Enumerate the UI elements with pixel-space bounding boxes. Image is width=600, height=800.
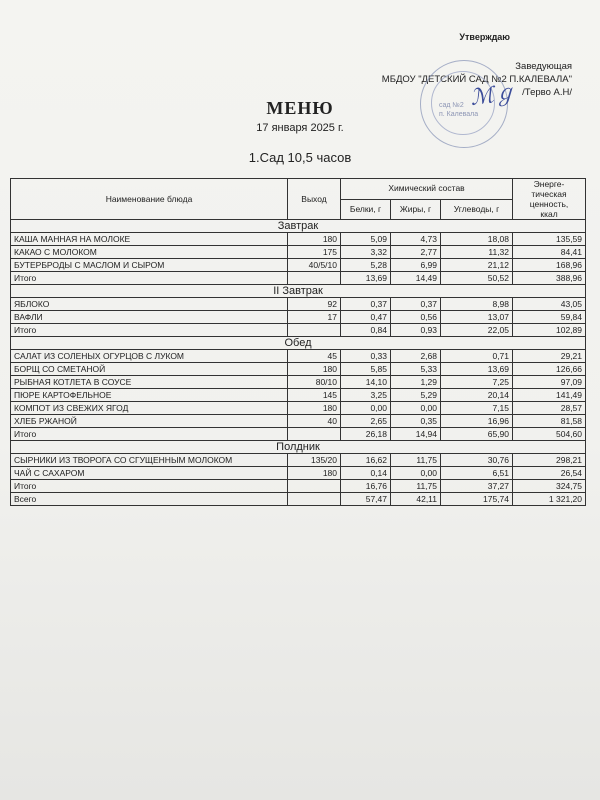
total-protein: 26,18 <box>341 428 391 441</box>
dish-carbs: 6,51 <box>441 467 513 480</box>
section-header-row <box>11 285 586 298</box>
dish-fat: 1,29 <box>391 376 441 389</box>
total-carbs: 22,05 <box>441 324 513 337</box>
section-title: Полдник <box>11 441 586 454</box>
dish-output: 40 <box>288 415 341 428</box>
dish-name: ЧАЙ С САХАРОМ <box>11 467 288 480</box>
dish-output: 180 <box>288 363 341 376</box>
total-label: Итого <box>11 272 288 285</box>
table-row <box>11 246 586 259</box>
table-row <box>11 233 586 246</box>
menu-body <box>11 220 586 506</box>
total-energy: 388,96 <box>513 272 586 285</box>
table-row <box>11 298 586 311</box>
table-row <box>11 467 586 480</box>
col-header-chem: Химический состав <box>341 179 513 200</box>
grand-total-protein: 57,47 <box>341 493 391 506</box>
dish-protein: 0,47 <box>341 311 391 324</box>
signature: ℳℊ <box>468 79 518 112</box>
dish-carbs: 16,96 <box>441 415 513 428</box>
dish-energy: 97,09 <box>513 376 586 389</box>
dish-output: 180 <box>288 233 341 246</box>
dish-carbs: 13,07 <box>441 311 513 324</box>
dish-output: 17 <box>288 311 341 324</box>
dish-name: ВАФЛИ <box>11 311 288 324</box>
dish-protein: 3,25 <box>341 389 391 402</box>
table-row <box>11 363 586 376</box>
dish-output: 80/10 <box>288 376 341 389</box>
table-row <box>11 402 586 415</box>
dish-carbs: 20,14 <box>441 389 513 402</box>
dish-name: БУТЕРБРОДЫ С МАСЛОМ И СЫРОМ <box>11 259 288 272</box>
dish-fat: 2,68 <box>391 350 441 363</box>
dish-energy: 135,59 <box>513 233 586 246</box>
dish-protein: 0,37 <box>341 298 391 311</box>
dish-output: 40/5/10 <box>288 259 341 272</box>
col-header-energy: Энерге- тическая ценность, ккал <box>513 179 586 220</box>
table-row <box>11 415 586 428</box>
grand-total-output-empty <box>288 493 341 506</box>
total-label: Итого <box>11 428 288 441</box>
approve-label: Утверждаю <box>459 32 510 42</box>
grand-total-carbs: 175,74 <box>441 493 513 506</box>
table-row <box>11 376 586 389</box>
total-output-empty <box>288 324 341 337</box>
table-row <box>11 311 586 324</box>
dish-protein: 5,28 <box>341 259 391 272</box>
total-output-empty <box>288 272 341 285</box>
dish-energy: 168,96 <box>513 259 586 272</box>
dish-protein: 5,85 <box>341 363 391 376</box>
dish-fat: 4,73 <box>391 233 441 246</box>
dish-energy: 126,66 <box>513 363 586 376</box>
section-title: II Завтрак <box>11 285 586 298</box>
director-org: МБДОУ "ДЕТСКИЙ САД №2 П.КАЛЕВАЛА" <box>381 74 572 85</box>
dish-carbs: 30,76 <box>441 454 513 467</box>
col-header-carbs: Углеводы, г <box>441 199 513 220</box>
dish-carbs: 7,25 <box>441 376 513 389</box>
director-title: Заведующая <box>515 61 572 72</box>
dish-name: КАША МАННАЯ НА МОЛОКЕ <box>11 233 288 246</box>
total-fat: 14,94 <box>391 428 441 441</box>
total-protein: 13,69 <box>341 272 391 285</box>
dish-output: 145 <box>288 389 341 402</box>
dish-name: САЛАТ ИЗ СОЛЕНЫХ ОГУРЦОВ С ЛУКОМ <box>11 350 288 363</box>
total-output-empty <box>288 480 341 493</box>
dish-protein: 2,65 <box>341 415 391 428</box>
group-label: 1.Сад 10,5 часов <box>248 150 352 165</box>
dish-carbs: 0,71 <box>441 350 513 363</box>
section-header-row <box>11 441 586 454</box>
dish-carbs: 18,08 <box>441 233 513 246</box>
section-title: Завтрак <box>11 220 586 233</box>
dish-protein: 16,62 <box>341 454 391 467</box>
total-carbs: 50,52 <box>441 272 513 285</box>
dish-energy: 298,21 <box>513 454 586 467</box>
dish-carbs: 8,98 <box>441 298 513 311</box>
total-fat: 14,49 <box>391 272 441 285</box>
col-header-fat: Жиры, г <box>391 199 441 220</box>
dish-output: 180 <box>288 402 341 415</box>
dish-output: 180 <box>288 467 341 480</box>
dish-output: 175 <box>288 246 341 259</box>
menu-date: 17 января 2025 г. <box>256 122 344 134</box>
dish-protein: 0,14 <box>341 467 391 480</box>
total-output-empty <box>288 428 341 441</box>
page-title: МЕНЮ <box>266 98 334 118</box>
dish-protein: 5,09 <box>341 233 391 246</box>
dish-name: КОМПОТ ИЗ СВЕЖИХ ЯГОД <box>11 402 288 415</box>
dish-name: РЫБНАЯ КОТЛЕТА В СОУСЕ <box>11 376 288 389</box>
director-name: /Терво А.Н/ <box>522 87 572 98</box>
table-row <box>11 350 586 363</box>
dish-name: СЫРНИКИ ИЗ ТВОРОГА СО СГУЩЕННЫМ МОЛОКОМ <box>11 454 288 467</box>
dish-fat: 0,37 <box>391 298 441 311</box>
dish-name: БОРЩ СО СМЕТАНОЙ <box>11 363 288 376</box>
dish-carbs: 21,12 <box>441 259 513 272</box>
dish-fat: 0,00 <box>391 467 441 480</box>
col-header-name: Наименование блюда <box>11 179 288 220</box>
dish-protein: 14,10 <box>341 376 391 389</box>
total-row <box>11 480 586 493</box>
table-row <box>11 259 586 272</box>
total-energy: 102,89 <box>513 324 586 337</box>
table-row <box>11 389 586 402</box>
grand-total-fat: 42,11 <box>391 493 441 506</box>
dish-fat: 11,75 <box>391 454 441 467</box>
dish-energy: 28,57 <box>513 402 586 415</box>
dish-fat: 0,00 <box>391 402 441 415</box>
section-header-row <box>11 337 586 350</box>
total-carbs: 37,27 <box>441 480 513 493</box>
dish-energy: 84,41 <box>513 246 586 259</box>
dish-name: ХЛЕБ РЖАНОЙ <box>11 415 288 428</box>
total-carbs: 65,90 <box>441 428 513 441</box>
dish-protein: 3,32 <box>341 246 391 259</box>
dish-fat: 5,29 <box>391 389 441 402</box>
grand-total-row <box>11 493 586 506</box>
dish-name: ЯБЛОКО <box>11 298 288 311</box>
total-row <box>11 272 586 285</box>
table-row <box>11 454 586 467</box>
total-energy: 504,60 <box>513 428 586 441</box>
dish-carbs: 11,32 <box>441 246 513 259</box>
menu-table <box>10 178 586 506</box>
col-header-protein: Белки, г <box>341 199 391 220</box>
total-energy: 324,75 <box>513 480 586 493</box>
dish-energy: 141,49 <box>513 389 586 402</box>
dish-output: 45 <box>288 350 341 363</box>
total-row <box>11 428 586 441</box>
total-label: Итого <box>11 480 288 493</box>
stamp-text-2: п. Калевала <box>439 111 479 118</box>
dish-fat: 0,35 <box>391 415 441 428</box>
grand-total-label: Всего <box>11 493 288 506</box>
dish-fat: 5,33 <box>391 363 441 376</box>
dish-name: КАКАО С МОЛОКОМ <box>11 246 288 259</box>
dish-protein: 0,33 <box>341 350 391 363</box>
stamp-text-1: сад №2 <box>439 102 464 109</box>
section-header-row <box>11 220 586 233</box>
dish-energy: 43,05 <box>513 298 586 311</box>
dish-fat: 6,99 <box>391 259 441 272</box>
dish-fat: 2,77 <box>391 246 441 259</box>
dish-energy: 26,54 <box>513 467 586 480</box>
col-header-output: Выход <box>288 179 341 220</box>
dish-fat: 0,56 <box>391 311 441 324</box>
total-protein: 0,84 <box>341 324 391 337</box>
total-label: Итого <box>11 324 288 337</box>
dish-energy: 29,21 <box>513 350 586 363</box>
section-title: Обед <box>11 337 586 350</box>
total-fat: 0,93 <box>391 324 441 337</box>
dish-carbs: 7,15 <box>441 402 513 415</box>
dish-output: 135/20 <box>288 454 341 467</box>
dish-protein: 0,00 <box>341 402 391 415</box>
dish-name: ПЮРЕ КАРТОФЕЛЬНОЕ <box>11 389 288 402</box>
dish-output: 92 <box>288 298 341 311</box>
dish-energy: 81,58 <box>513 415 586 428</box>
total-protein: 16,76 <box>341 480 391 493</box>
total-row <box>11 324 586 337</box>
dish-carbs: 13,69 <box>441 363 513 376</box>
total-fat: 11,75 <box>391 480 441 493</box>
dish-energy: 59,84 <box>513 311 586 324</box>
grand-total-energy: 1 321,20 <box>513 493 586 506</box>
